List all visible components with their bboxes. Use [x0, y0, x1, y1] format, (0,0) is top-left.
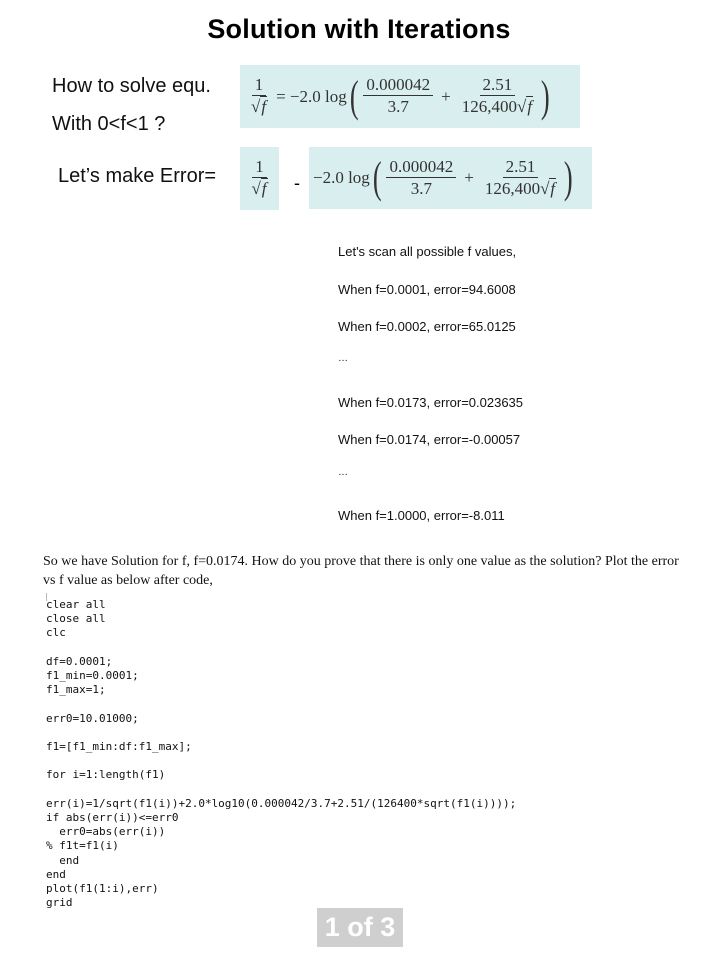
scan-intro: Let's scan all possible f values, — [338, 244, 517, 259]
scan-row: When f=1.0000, error=-8.011 — [338, 508, 505, 523]
scan-row: When f=0.0001, error=94.6008 — [338, 282, 516, 297]
explanation-paragraph: So we have Solution for f, f=0.0174. How do you prove that there is only one value as the solution? Plot the error vs f value as below after code, — [43, 554, 679, 588]
eq-diameter: 3.7 — [387, 97, 409, 116]
page-indicator: 1 of 3 — [317, 908, 403, 947]
page-title: Solution with Iterations — [207, 14, 511, 44]
colebrook-equation: $\frac{1}{√f}$ = −2.0 log ( $\frac{0.000042}{3.7}$ + $\frac{2.51}{126,400√f}$ ) — [240, 65, 580, 128]
eq-numerator: 1 — [252, 75, 267, 96]
error-lhs-term: $\frac{1}{√f}$ — [240, 147, 279, 210]
eq-reynolds: 126,400 — [461, 97, 517, 116]
question-line-1: How to solve equ. — [52, 75, 211, 97]
scan-ellipsis: … — [338, 353, 348, 364]
scan-ellipsis: … — [338, 467, 348, 478]
err-f: f — [261, 179, 267, 198]
minus-sign: - — [294, 173, 300, 193]
eq-f: f — [261, 97, 267, 116]
err-plus: + — [464, 168, 474, 187]
err-f-2: f — [550, 178, 556, 198]
err-reynolds: 126,400 — [484, 178, 541, 198]
error-label: Let’s make Error= — [58, 165, 217, 187]
question-line-2: With 0<f<1 ? — [52, 113, 166, 135]
eq-lhs-rhs: = −2.0 log — [276, 86, 347, 106]
scan-row: When f=0.0174, error=-0.00057 — [338, 432, 521, 447]
eq-plus: + — [441, 86, 451, 106]
err-roughness: 0.000042 — [386, 157, 456, 178]
scan-row: When f=0.0173, error=0.023635 — [338, 395, 524, 410]
err-numerator: 1 — [252, 157, 267, 178]
err-log-term: −2.0 log — [313, 168, 370, 187]
error-rhs-term: −2.0 log ( $\frac{0.000042}{3.7}$ + $\frac{2.51}{126,400√f}$ ) — [309, 147, 592, 209]
eq-f-2: f — [527, 97, 533, 116]
err-constant: 2.51 — [503, 157, 539, 178]
scan-row: When f=0.0002, error=65.0125 — [338, 319, 516, 334]
eq-roughness: 0.000042 — [363, 75, 433, 96]
err-diameter: 3.7 — [410, 178, 432, 198]
matlab-code-block: clear all close all clc df=0.0001; f1_min=0.0001; f1_max=1; err0=10.01000; f1=[f1_min:df:f1_max]; for i=1:length(f1) err(i)=1/sqrt(f1(i))+2.0*log10(0.000042/3.7+2.51/(126400*sqrt(f1(i)))); if abs(err(i))<=err0 err0=abs(err(i)) % f1t=f1(i) end end plot(f1(1:i),err) grid — [46, 598, 517, 910]
eq-constant: 2.51 — [480, 75, 516, 96]
